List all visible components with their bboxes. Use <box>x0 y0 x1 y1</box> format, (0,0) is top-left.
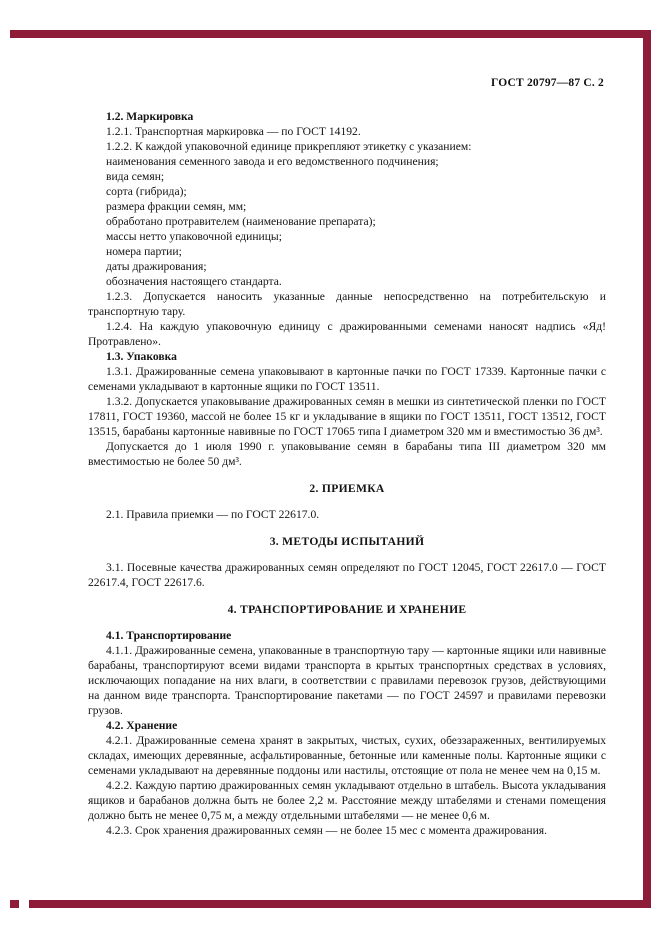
list-line: наименования семенного завода и его ведомственного подчинения; <box>106 155 439 168</box>
paragraph: 1.3.2. Допускается упаковывание дражированных семян в мешки из синтетической пленки по ГОСТ 17811, ГОСТ 19360, массой не более 15 кг и укладывание в ящики по ГОСТ 13511, ГОСТ 13512, ГОСТ 13515, барабаны картонные навивные по ГОСТ 17065 типа I диаметром 320 мм и вместимостью 36 дм³. <box>88 395 606 438</box>
chapter-heading: 2. ПРИЕМКА <box>309 482 385 495</box>
list-line: обозначения настоящего стандарта. <box>106 275 282 288</box>
paragraph: 1.2.4. На каждую упаковочную единицу с дражированными семенами наносят надпись «Яд! Протравлено». <box>88 320 606 348</box>
bottom-left-mark <box>10 900 19 908</box>
paragraph: 1.2.3. Допускается наносить указанные данные непосредственно на потребительскую и транспортную тару. <box>88 290 606 318</box>
paragraph: 1.3.1. Дражированные семена упаковывают в картонные пачки по ГОСТ 17339. Картонные пачки с семенами укладывают в картонные ящики по ГОСТ 13511. <box>88 365 606 393</box>
section-heading: 4.2. Хранение <box>106 719 178 732</box>
bottom-rule <box>29 900 651 908</box>
list-line: вида семян; <box>106 170 165 183</box>
paragraph: 4.2.1. Дражированные семена хранят в закрытых, чистых, сухих, обеззараженных, вентилируемых складах, имеющих деревянные, асфальтированные, бетонные или каменные полы. Картонные ящики с семенами укладывают на деревянные поддоны или настилы, отстоящие от пола не менее чем на 0,15 м. <box>88 734 606 777</box>
chapter-heading: 3. МЕТОДЫ ИСПЫТАНИЙ <box>269 535 425 548</box>
section-heading: 1.3. Упаковка <box>106 350 177 363</box>
list-line: размера фракции семян, мм; <box>106 200 247 213</box>
list-line: номера партии; <box>106 245 182 258</box>
paragraph: 1.2.1. Транспортная маркировка — по ГОСТ 14192. <box>106 125 361 138</box>
section-heading: 4.1. Транспортирование <box>106 629 232 642</box>
paragraph: 4.1.1. Дражированные семена, упакованные в транспортную тару — картонные ящики или навивные барабаны, транспортируют всеми видами транспорта в крытых транспортных средствах в условиях, исключающих попадание на них влаги, в соответствии с правилами перевозок грузов, действующими на данном виде транспорта. Транспортирование пакетами — по ГОСТ 24597 и правилами перевозки грузов. <box>88 644 606 717</box>
document-body <box>88 109 606 838</box>
paragraph: 1.2.2. К каждой упаковочной единице прикрепляют этикетку с указанием: <box>106 140 472 153</box>
paragraph: 4.2.3. Срок хранения дражированных семян — не более 15 мес с момента дражирования. <box>106 824 548 837</box>
top-rule <box>10 30 651 38</box>
paragraph: 4.2.2. Каждую партию дражированных семян укладывают отдельно в штабель. Высота укладывания ящиков и барабанов должна быть не более 2,2 м. Расстояние между штабелями и стенами помещения должно быть не менее 0,75 м, а между отдельными штабелями — не менее 0,6 м. <box>88 779 606 822</box>
list-line: обработано протравителем (наименование препарата); <box>106 215 376 228</box>
list-line: сорта (гибрида); <box>106 185 187 198</box>
right-rule <box>643 30 651 908</box>
section-heading: 1.2. Маркировка <box>106 110 194 123</box>
paragraph: 3.1. Посевные качества дражированных семян определяют по ГОСТ 12045, ГОСТ 22617.0 — ГОСТ 22617.4, ГОСТ 22617.6. <box>88 561 606 589</box>
paragraph: 2.1. Правила приемки — по ГОСТ 22617.0. <box>106 508 320 521</box>
page-header: ГОСТ 20797—87 С. 2 <box>491 77 604 89</box>
list-line: даты дражирования; <box>106 260 207 273</box>
paragraph: Допускается до 1 июля 1990 г. упаковывание семян в барабаны типа III диаметром 320 мм вместимостью не более 50 дм³. <box>88 440 606 468</box>
list-line: массы нетто упаковочной единицы; <box>106 230 282 243</box>
chapter-heading: 4. ТРАНСПОРТИРОВАНИЕ И ХРАНЕНИЕ <box>227 603 467 616</box>
